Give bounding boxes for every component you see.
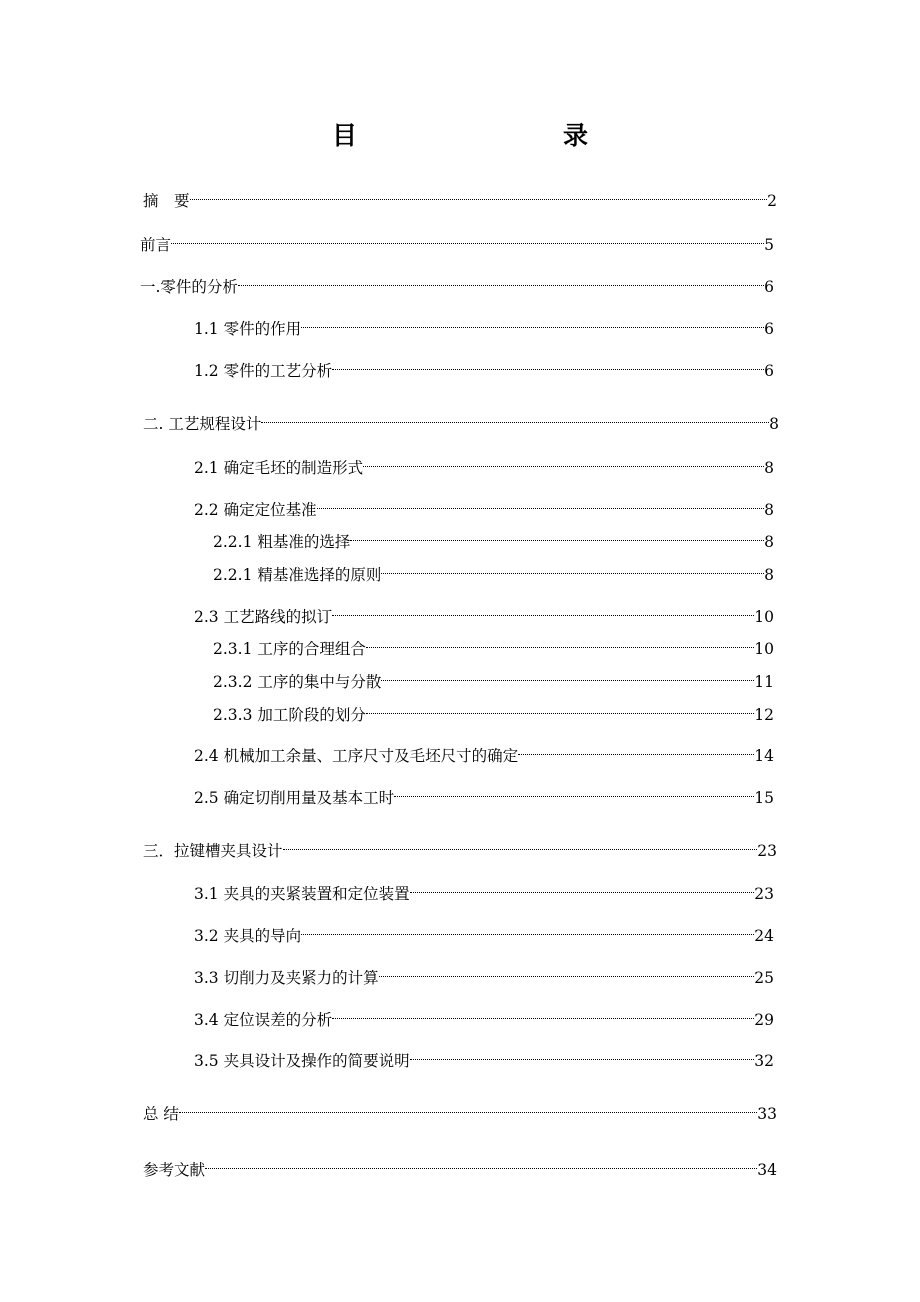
toc-entry-page: 25 [754,969,774,987]
toc-entry [143,834,777,862]
toc-leader-dots [317,493,765,515]
toc-entry-label: 2.2.1 精基准选择的原则 [213,566,382,584]
toc-leader-dots [332,354,764,376]
toc-entry-label: 三．拉键槽夹具设计 [143,842,283,860]
toc-leader-dots [171,228,764,250]
toc-entry [194,354,774,382]
toc-entry-page: 2 [767,192,777,210]
toc-leader-dots [283,834,758,856]
toc-entry-page: 10 [754,640,774,658]
toc-entry [194,312,774,340]
toc-entry [194,781,774,809]
toc-entry-label: 2.3.3 加工阶段的划分 [213,706,366,724]
toc-entry [194,451,774,479]
toc-leader-dots [366,632,754,654]
toc-entry [140,270,774,298]
toc-entry-label: 1.2 零件的工艺分析 [194,362,333,380]
toc-leader-dots [179,1097,757,1119]
toc-entry-label: 3.2 夹具的导向 [194,927,302,945]
toc-entry-page: 24 [754,927,774,945]
toc-entry-page: 8 [764,459,774,477]
toc-entry-page: 33 [757,1105,777,1123]
toc-entry [194,600,774,628]
toc-entry-label: 前言 [140,236,172,254]
toc-leader-dots [363,451,764,473]
toc-entry-page: 8 [764,533,774,551]
toc-entry-page: 34 [757,1161,777,1179]
toc-leader-dots [332,1003,754,1025]
toc-entry-label: 2.2.1 粗基准的选择 [213,533,351,551]
toc-entry [213,632,774,660]
toc-entry-page: 23 [757,842,777,860]
toc-entry-page: 23 [754,885,774,903]
toc-entry [143,407,779,435]
toc-leader-dots [366,698,754,720]
toc-title: 目 录 [331,121,640,150]
toc-entry-label: 一.零件的分析 [140,278,238,296]
toc-entry-label: 二. 工艺规程设计 [143,415,262,433]
toc-entry-label: 2.3 工艺路线的拟订 [194,608,333,626]
toc-leader-dots [261,407,769,429]
toc-entry-label: 摘 要 [143,192,190,210]
toc-leader-dots [301,919,754,941]
toc-entry-page: 12 [754,706,774,724]
toc-entry-page: 14 [754,747,774,765]
toc-entry-page: 6 [764,278,774,296]
toc-leader-dots [301,312,764,334]
toc-entry-page: 8 [764,501,774,519]
toc-entry [194,493,774,521]
toc-entry-page: 11 [754,673,774,691]
toc-entry-label: 3.5 夹具设计及操作的简要说明 [194,1052,410,1070]
toc-entry [194,739,774,767]
toc-entry-page: 6 [764,320,774,338]
toc-entry-label: 2.5 确定切削用量及基本工时 [194,789,395,807]
toc-entry-label: 3.4 定位误差的分析 [194,1011,333,1029]
toc-entry-label: 2.3.1 工序的合理组合 [213,640,366,658]
toc-entry-label: 参考文献 [143,1161,206,1179]
toc-entry-label: 2.3.2 工序的集中与分散 [213,673,382,691]
toc-entry [213,558,774,586]
toc-entry-page: 29 [754,1011,774,1029]
toc-entry-page: 5 [764,236,774,254]
toc-leader-dots [381,665,754,687]
toc-entry-page: 8 [769,415,779,433]
toc-entry-page: 8 [764,566,774,584]
toc-entry-page: 10 [754,608,774,626]
toc-leader-dots [205,1153,757,1175]
toc-entry-page: 32 [754,1052,774,1070]
toc-entry-page: 15 [754,789,774,807]
toc-entry-label: 3.1 夹具的夹紧装置和定位装置 [194,885,410,903]
toc-leader-dots [238,270,764,292]
toc-entry-page: 6 [764,362,774,380]
toc-entry [213,525,774,553]
toc-leader-dots [394,781,754,803]
toc-entry [140,228,774,256]
toc-entry [194,1003,774,1031]
toc-leader-dots [381,558,764,580]
toc-entry-label: 2.4 机械加工余量、工序尺寸及毛坯尺寸的确定 [194,747,519,765]
toc-leader-dots [190,184,768,206]
toc-entry [213,665,774,693]
toc-entry [194,919,774,947]
toc-entry [143,1153,777,1181]
toc-entry [194,877,774,905]
toc-entry [143,1097,777,1125]
toc-entry-label: 总 结 [143,1105,179,1123]
toc-leader-dots [350,525,764,547]
toc-leader-dots [410,1044,755,1066]
toc-entry-label: 2.1 确定毛坯的制造形式 [194,459,364,477]
toc-leader-dots [518,739,754,761]
toc-entry [213,698,774,726]
toc-entry-label: 1.1 零件的作用 [194,320,302,338]
toc-entry [194,961,774,989]
toc-entry-label: 2.2 确定定位基准 [194,501,317,519]
toc-entry [194,1044,774,1072]
toc-leader-dots [379,961,755,983]
toc-entry-label: 3.3 切削力及夹紧力的计算 [194,969,379,987]
toc-entry [143,184,777,212]
toc-leader-dots [332,600,754,622]
toc-leader-dots [410,877,755,899]
